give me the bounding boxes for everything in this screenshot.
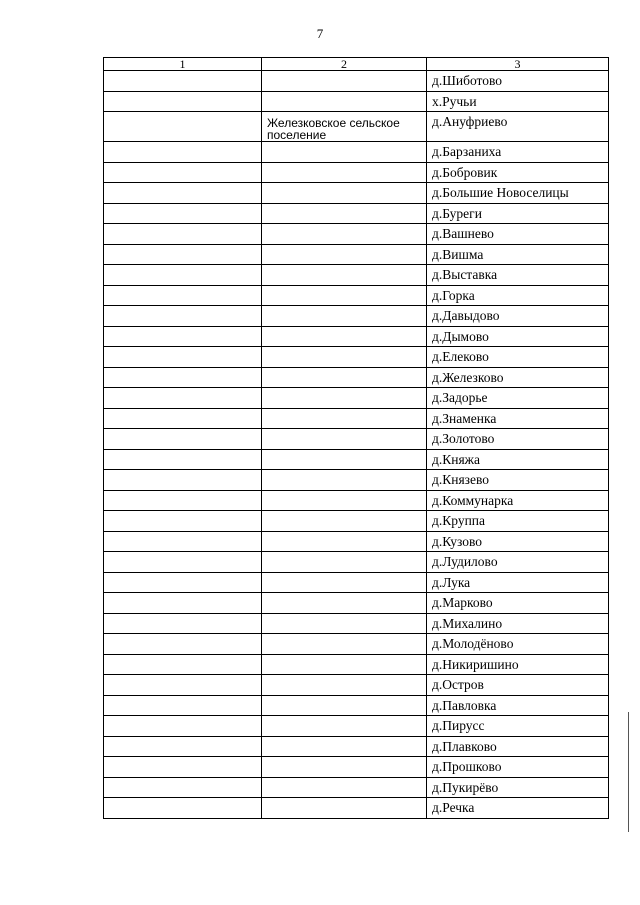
table-row <box>104 552 609 573</box>
table-row <box>104 91 609 112</box>
table-cell-col1 <box>104 736 262 757</box>
table-row <box>104 654 609 675</box>
table-cell-col2 <box>262 367 427 388</box>
table-row <box>104 716 609 737</box>
table-cell-col2 <box>262 224 427 245</box>
table-cell-col2 <box>262 552 427 573</box>
column-header-1: 1 <box>104 58 262 71</box>
page-number: 7 <box>316 26 324 41</box>
table-row <box>104 162 609 183</box>
table-row <box>104 613 609 634</box>
table-cell-col2 <box>262 203 427 224</box>
table-cell-col2 <box>262 593 427 614</box>
table-cell-col2 <box>262 777 427 798</box>
table-cell-col2 <box>262 408 427 429</box>
table-cell-col2 <box>262 285 427 306</box>
table-cell-col3: д.Круппа <box>427 511 609 532</box>
table-cell-col2 <box>262 71 427 92</box>
table-cell-col1 <box>104 531 262 552</box>
table-cell-col1 <box>104 347 262 368</box>
table-cell-col3: д.Михалино <box>427 613 609 634</box>
table-cell-col3: д.Елеково <box>427 347 609 368</box>
table-row <box>104 675 609 696</box>
table-body <box>104 71 609 819</box>
table-cell-col3: д.Прошково <box>427 757 609 778</box>
table-row <box>104 347 609 368</box>
table-row <box>104 388 609 409</box>
table-cell-col1 <box>104 306 262 327</box>
table-cell-col2 <box>262 511 427 532</box>
table-cell-col2 <box>262 162 427 183</box>
table-cell-col3: д.Дымово <box>427 326 609 347</box>
table-cell-col3: д.Буреги <box>427 203 609 224</box>
table-cell-col1 <box>104 162 262 183</box>
table-cell-col3: д.Железково <box>427 367 609 388</box>
table-cell-col1 <box>104 285 262 306</box>
table-cell-col1 <box>104 429 262 450</box>
table-cell-col2 <box>262 634 427 655</box>
table-cell-col2 <box>262 244 427 265</box>
table-cell-col3: д.Князево <box>427 470 609 491</box>
table-row <box>104 203 609 224</box>
table-header-row <box>104 58 609 71</box>
column-header-3: 3 <box>427 58 609 71</box>
table-cell-col3: д.Павловка <box>427 695 609 716</box>
table-row <box>104 511 609 532</box>
table-row <box>104 531 609 552</box>
table-row <box>104 408 609 429</box>
table-cell-col1 <box>104 142 262 163</box>
table-cell-col1 <box>104 326 262 347</box>
table-cell-col1 <box>104 757 262 778</box>
table-row <box>104 757 609 778</box>
table-cell-col2 <box>262 470 427 491</box>
table-cell-col3: д.Молодёново <box>427 634 609 655</box>
table-cell-col3: д.Коммунарка <box>427 490 609 511</box>
table-cell-col1 <box>104 449 262 470</box>
table-cell-col2 <box>262 798 427 819</box>
table-row <box>104 695 609 716</box>
table-cell-col1 <box>104 183 262 204</box>
table-cell-col2 <box>262 91 427 112</box>
table-cell-col2 <box>262 531 427 552</box>
table-row <box>104 429 609 450</box>
table-cell-col1 <box>104 798 262 819</box>
table-cell-col1 <box>104 511 262 532</box>
table-row <box>104 470 609 491</box>
table-cell-col1 <box>104 367 262 388</box>
table-cell-col2 <box>262 572 427 593</box>
table-cell-col3: д.Пирусс <box>427 716 609 737</box>
table-cell-col2 <box>262 675 427 696</box>
table-cell-col2 <box>262 388 427 409</box>
table-cell-col1 <box>104 777 262 798</box>
table-cell-col1 <box>104 593 262 614</box>
table-cell-col2 <box>262 736 427 757</box>
table-row <box>104 572 609 593</box>
table-cell-col3: д.Знаменка <box>427 408 609 429</box>
table-cell-col3: д.Остров <box>427 675 609 696</box>
table-row <box>104 798 609 819</box>
table-cell-col2 <box>262 429 427 450</box>
table-cell-col2 <box>262 449 427 470</box>
table-cell-col3: д.Кузово <box>427 531 609 552</box>
table-cell-col1 <box>104 71 262 92</box>
column-header-2: 2 <box>262 58 427 71</box>
table-row <box>104 449 609 470</box>
table-cell-col2 <box>262 613 427 634</box>
table-cell-col2 <box>262 306 427 327</box>
table-row <box>104 183 609 204</box>
table-cell-col1 <box>104 552 262 573</box>
table-cell-col3: д.Золотово <box>427 429 609 450</box>
table-cell-col1 <box>104 244 262 265</box>
scan-margin-mark <box>628 712 629 832</box>
table-row <box>104 142 609 163</box>
table-row <box>104 367 609 388</box>
table-cell-col3: д.Горка <box>427 285 609 306</box>
table-cell-col2 <box>262 490 427 511</box>
table-row <box>104 593 609 614</box>
table-cell-col3: д.Выставка <box>427 265 609 286</box>
table-cell-col2 <box>262 757 427 778</box>
table-cell-col1 <box>104 613 262 634</box>
table-row <box>104 326 609 347</box>
table-cell-col1 <box>104 408 262 429</box>
table-cell-col1 <box>104 654 262 675</box>
table-cell-col1 <box>104 572 262 593</box>
table-row <box>104 244 609 265</box>
table-row <box>104 265 609 286</box>
table-cell-col3: д.Давыдово <box>427 306 609 327</box>
table-cell-col3: х.Ручьи <box>427 91 609 112</box>
table-cell-col3: д.Бобровик <box>427 162 609 183</box>
table-cell-col2 <box>262 347 427 368</box>
table-cell-col1 <box>104 675 262 696</box>
table-cell-col1 <box>104 634 262 655</box>
table-cell-col3: д.Лука <box>427 572 609 593</box>
table-row <box>104 777 609 798</box>
table-row <box>104 736 609 757</box>
table-cell-col3: д.Шиботово <box>427 71 609 92</box>
table-cell-col1 <box>104 470 262 491</box>
table-cell-col3: д.Барзаниха <box>427 142 609 163</box>
table-cell-col2: Железковское сельское поселение <box>262 112 427 142</box>
table-cell-col3: д.Вашнево <box>427 224 609 245</box>
table-cell-col1 <box>104 695 262 716</box>
table-cell-col1 <box>104 203 262 224</box>
table-cell-col3: д.Пукирёво <box>427 777 609 798</box>
table-cell-col2 <box>262 716 427 737</box>
table-cell-col1 <box>104 112 262 142</box>
table-row <box>104 306 609 327</box>
table-cell-col2 <box>262 183 427 204</box>
table-cell-col3: д.Никиришино <box>427 654 609 675</box>
table-row <box>104 285 609 306</box>
table-row <box>104 71 609 92</box>
settlements-table <box>103 57 609 819</box>
table-cell-col1 <box>104 91 262 112</box>
table-cell-col3: д.Марково <box>427 593 609 614</box>
table-row <box>104 634 609 655</box>
table-cell-col2 <box>262 142 427 163</box>
table-cell-col3: д.Речка <box>427 798 609 819</box>
table-cell-col2 <box>262 265 427 286</box>
table-row <box>104 112 609 142</box>
table-cell-col3: д.Задорье <box>427 388 609 409</box>
table-cell-col3: д.Ануфриево <box>427 112 609 142</box>
table-row <box>104 490 609 511</box>
table-cell-col2 <box>262 326 427 347</box>
table-cell-col3: д.Большие Новоселицы <box>427 183 609 204</box>
table-row <box>104 224 609 245</box>
table-cell-col2 <box>262 695 427 716</box>
table-cell-col3: д.Вишма <box>427 244 609 265</box>
table-cell-col1 <box>104 490 262 511</box>
table-cell-col1 <box>104 388 262 409</box>
table-cell-col1 <box>104 716 262 737</box>
table-cell-col3: д.Плавково <box>427 736 609 757</box>
table-cell-col2 <box>262 654 427 675</box>
table-cell-col1 <box>104 224 262 245</box>
table-cell-col1 <box>104 265 262 286</box>
table-cell-col3: д.Лудилово <box>427 552 609 573</box>
table-cell-col3: д.Княжа <box>427 449 609 470</box>
